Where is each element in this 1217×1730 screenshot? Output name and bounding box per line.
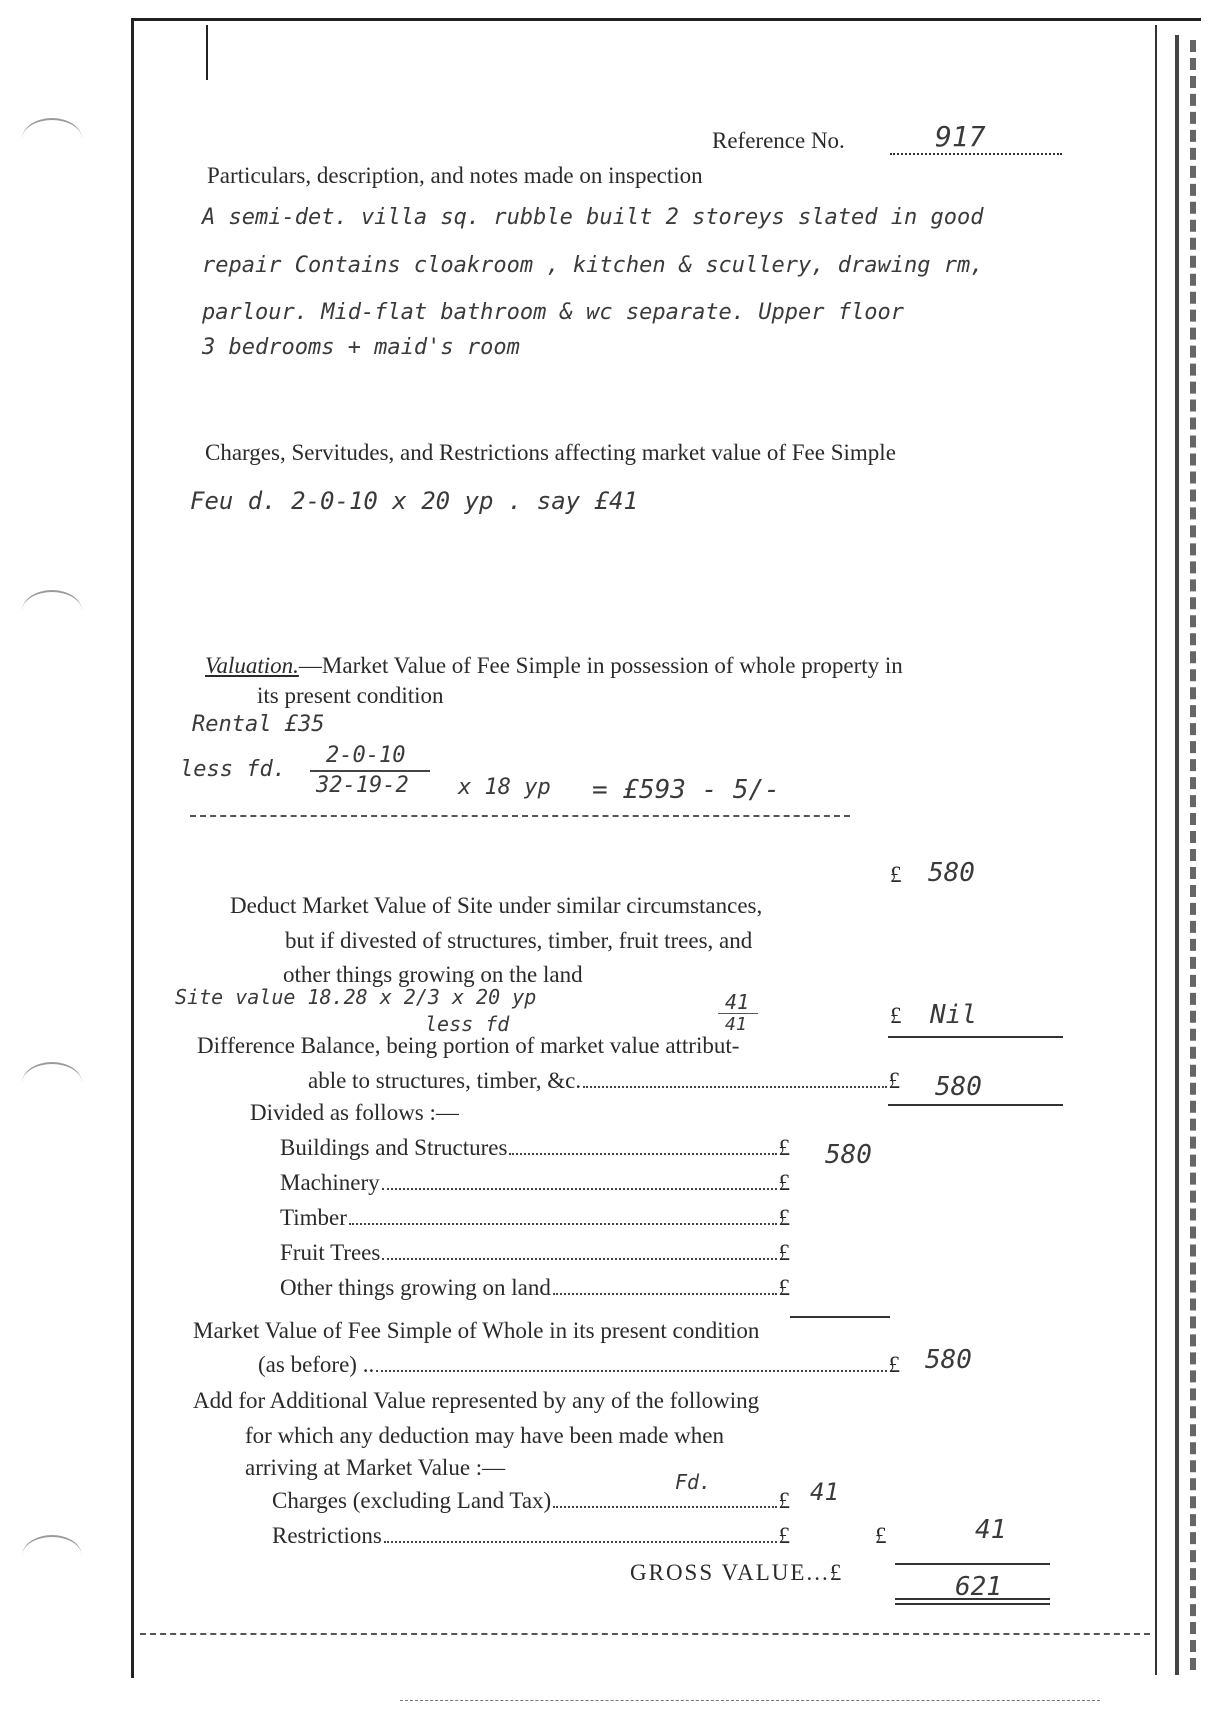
charges-pound: £ xyxy=(778,1488,790,1513)
leader-dots xyxy=(349,1223,777,1225)
divided-item-pound: £ xyxy=(778,1205,790,1230)
reference-underline xyxy=(890,153,1062,155)
charges-note: Feu d. 2-0-10 x 20 yp . say £41 xyxy=(190,487,638,515)
additional-total: 41 xyxy=(975,1515,1007,1545)
gross-rule-1 xyxy=(895,1598,1050,1600)
divided-item-other xyxy=(280,1275,790,1301)
gross-rule-2 xyxy=(895,1603,1050,1605)
additional-line-2: for which any deduction may have been made when xyxy=(245,1423,724,1448)
divided-item-pound: £ xyxy=(778,1135,790,1160)
particulars-line-2: repair Contains cloakroom , kitchen & scullery, drawing rm, xyxy=(202,253,984,278)
market-whole-amount: 580 xyxy=(925,1345,972,1375)
multiplier: x 18 yp xyxy=(458,775,551,800)
additional-line-1: Add for Additional Value represented by any of the following xyxy=(193,1388,760,1413)
valuation-heading xyxy=(205,653,903,679)
page-right-edge xyxy=(1155,25,1157,1675)
market-whole-label: (as before) .. xyxy=(258,1352,375,1377)
divided-item-label: Machinery xyxy=(280,1170,380,1195)
divided-item-pound: £ xyxy=(778,1170,790,1195)
divided-item-value: 580 xyxy=(825,1140,872,1170)
deduct-rule xyxy=(888,1036,1063,1038)
additional-line-3: arriving at Market Value :— xyxy=(245,1455,506,1480)
deduct-pound: £ xyxy=(890,1003,902,1028)
charges-value: 41 xyxy=(810,1478,839,1506)
leader-dots xyxy=(382,1188,777,1190)
bottom-dashed-line xyxy=(140,1633,1150,1635)
deduct-line-2: but if divested of structures, timber, fruit trees, and xyxy=(285,928,753,953)
divided-item-pound: £ xyxy=(778,1275,790,1300)
dashed-separator xyxy=(190,815,850,817)
leader-dots xyxy=(583,1086,886,1088)
page-right-edge-3 xyxy=(1190,40,1196,1670)
divided-item-fruit-trees xyxy=(280,1240,790,1266)
restrictions-label: Restrictions xyxy=(272,1523,382,1548)
difference-label: able to structures, timber, &c. xyxy=(308,1068,582,1093)
gross-value-label: GROSS VALUE... xyxy=(630,1560,830,1585)
divided-item-label: Timber xyxy=(280,1205,347,1230)
additional-restrictions xyxy=(272,1523,790,1549)
market-whole-line-1: Market Value of Fee Simple of Whole in its present condition xyxy=(193,1318,760,1343)
fraction-line xyxy=(310,770,430,772)
punch-hole xyxy=(22,1062,82,1104)
leader-dots xyxy=(376,1370,886,1372)
reference-value: 917 xyxy=(935,120,986,153)
fd-value: 2-0-10 xyxy=(326,743,406,768)
difference-rule xyxy=(888,1104,1063,1106)
site-value-note: Site value 18.28 x 2/3 x 20 yp xyxy=(175,985,537,1009)
additional-total-pound: £ xyxy=(875,1523,887,1548)
valuation-heading-line2: its present condition xyxy=(257,683,444,708)
particulars-heading: Particulars, description, and notes made on inspection xyxy=(207,163,703,188)
additional-charges xyxy=(272,1488,790,1514)
divided-heading: Divided as follows :— xyxy=(250,1100,459,1125)
difference-amount: 580 xyxy=(935,1072,982,1102)
page-left-border xyxy=(131,18,134,1678)
market-whole-rule xyxy=(790,1316,890,1318)
gross-value-pound: £ xyxy=(829,1560,844,1585)
gross-value-amount: 621 xyxy=(955,1572,1002,1602)
difference-pound: £ xyxy=(888,1068,900,1093)
punch-hole xyxy=(22,1535,82,1577)
deduct-line-1: Deduct Market Value of Site under similar circumstances, xyxy=(230,893,763,918)
leader-dots xyxy=(509,1153,776,1155)
divided-item-pound: £ xyxy=(778,1240,790,1265)
additional-rule xyxy=(895,1563,1050,1565)
deduct-amount: Nil xyxy=(930,1000,977,1030)
reference-label: Reference No. xyxy=(712,128,845,153)
divided-item-label: Buildings and Structures xyxy=(280,1135,508,1160)
binding-line xyxy=(206,25,208,80)
bottom-dashed-line-2 xyxy=(400,1700,1100,1701)
valuation-heading-text: —Market Value of Fee Simple in possession of whole property in xyxy=(298,653,903,678)
rental: Rental £35 xyxy=(192,712,325,737)
divided-item-label: Fruit Trees xyxy=(280,1240,381,1265)
page-top-border xyxy=(131,18,1201,21)
deduct-fig-1: 41 xyxy=(725,990,750,1014)
particulars-line-4: 3 bedrooms + maid's room xyxy=(202,335,520,360)
restrictions-pound: £ xyxy=(778,1523,790,1548)
market-whole-line-2 xyxy=(258,1352,900,1378)
punch-hole xyxy=(22,590,82,632)
valuation-pound: £ xyxy=(890,862,902,887)
divided-item-machinery xyxy=(280,1170,790,1196)
page-right-edge-2 xyxy=(1175,35,1179,1675)
valuation-result: = £593 - 5/- xyxy=(592,775,780,805)
divided-item-label: Other things growing on land xyxy=(280,1275,551,1300)
divided-item-buildings xyxy=(280,1135,790,1161)
charges-label: Charges (excluding Land Tax) xyxy=(272,1488,552,1513)
particulars-line-1: A semi-det. villa sq. rubble built 2 storeys slated in good xyxy=(202,205,984,230)
valuation-label: Valuation. xyxy=(205,653,299,678)
particulars-line-3: parlour. Mid-flat bathroom & wc separate. Upper floor xyxy=(202,300,904,325)
net-value: 32-19-2 xyxy=(316,773,409,798)
leader-dots xyxy=(553,1506,776,1508)
deduct-less-fd: less fd xyxy=(425,1012,510,1036)
charges-note-fd: Fd. xyxy=(675,1470,712,1494)
divided-item-timber xyxy=(280,1205,790,1231)
difference-line-2 xyxy=(308,1068,900,1094)
deduct-fig-2: 41 xyxy=(725,1014,747,1035)
market-whole-pound: £ xyxy=(888,1352,900,1377)
leader-dots xyxy=(382,1258,776,1260)
less-fd: less fd. xyxy=(180,757,286,782)
leader-dots xyxy=(553,1293,777,1295)
valuation-amount: 580 xyxy=(928,858,975,888)
deduct-line-3: other things growing on the land xyxy=(283,962,583,987)
gross-value-row xyxy=(630,1560,895,1586)
leader-dots xyxy=(384,1541,777,1543)
punch-hole xyxy=(22,118,82,160)
charges-heading: Charges, Servitudes, and Restrictions affecting market value of Fee Simple xyxy=(205,440,896,465)
difference-line-1: Difference Balance, being portion of market value attribut- xyxy=(197,1033,740,1058)
